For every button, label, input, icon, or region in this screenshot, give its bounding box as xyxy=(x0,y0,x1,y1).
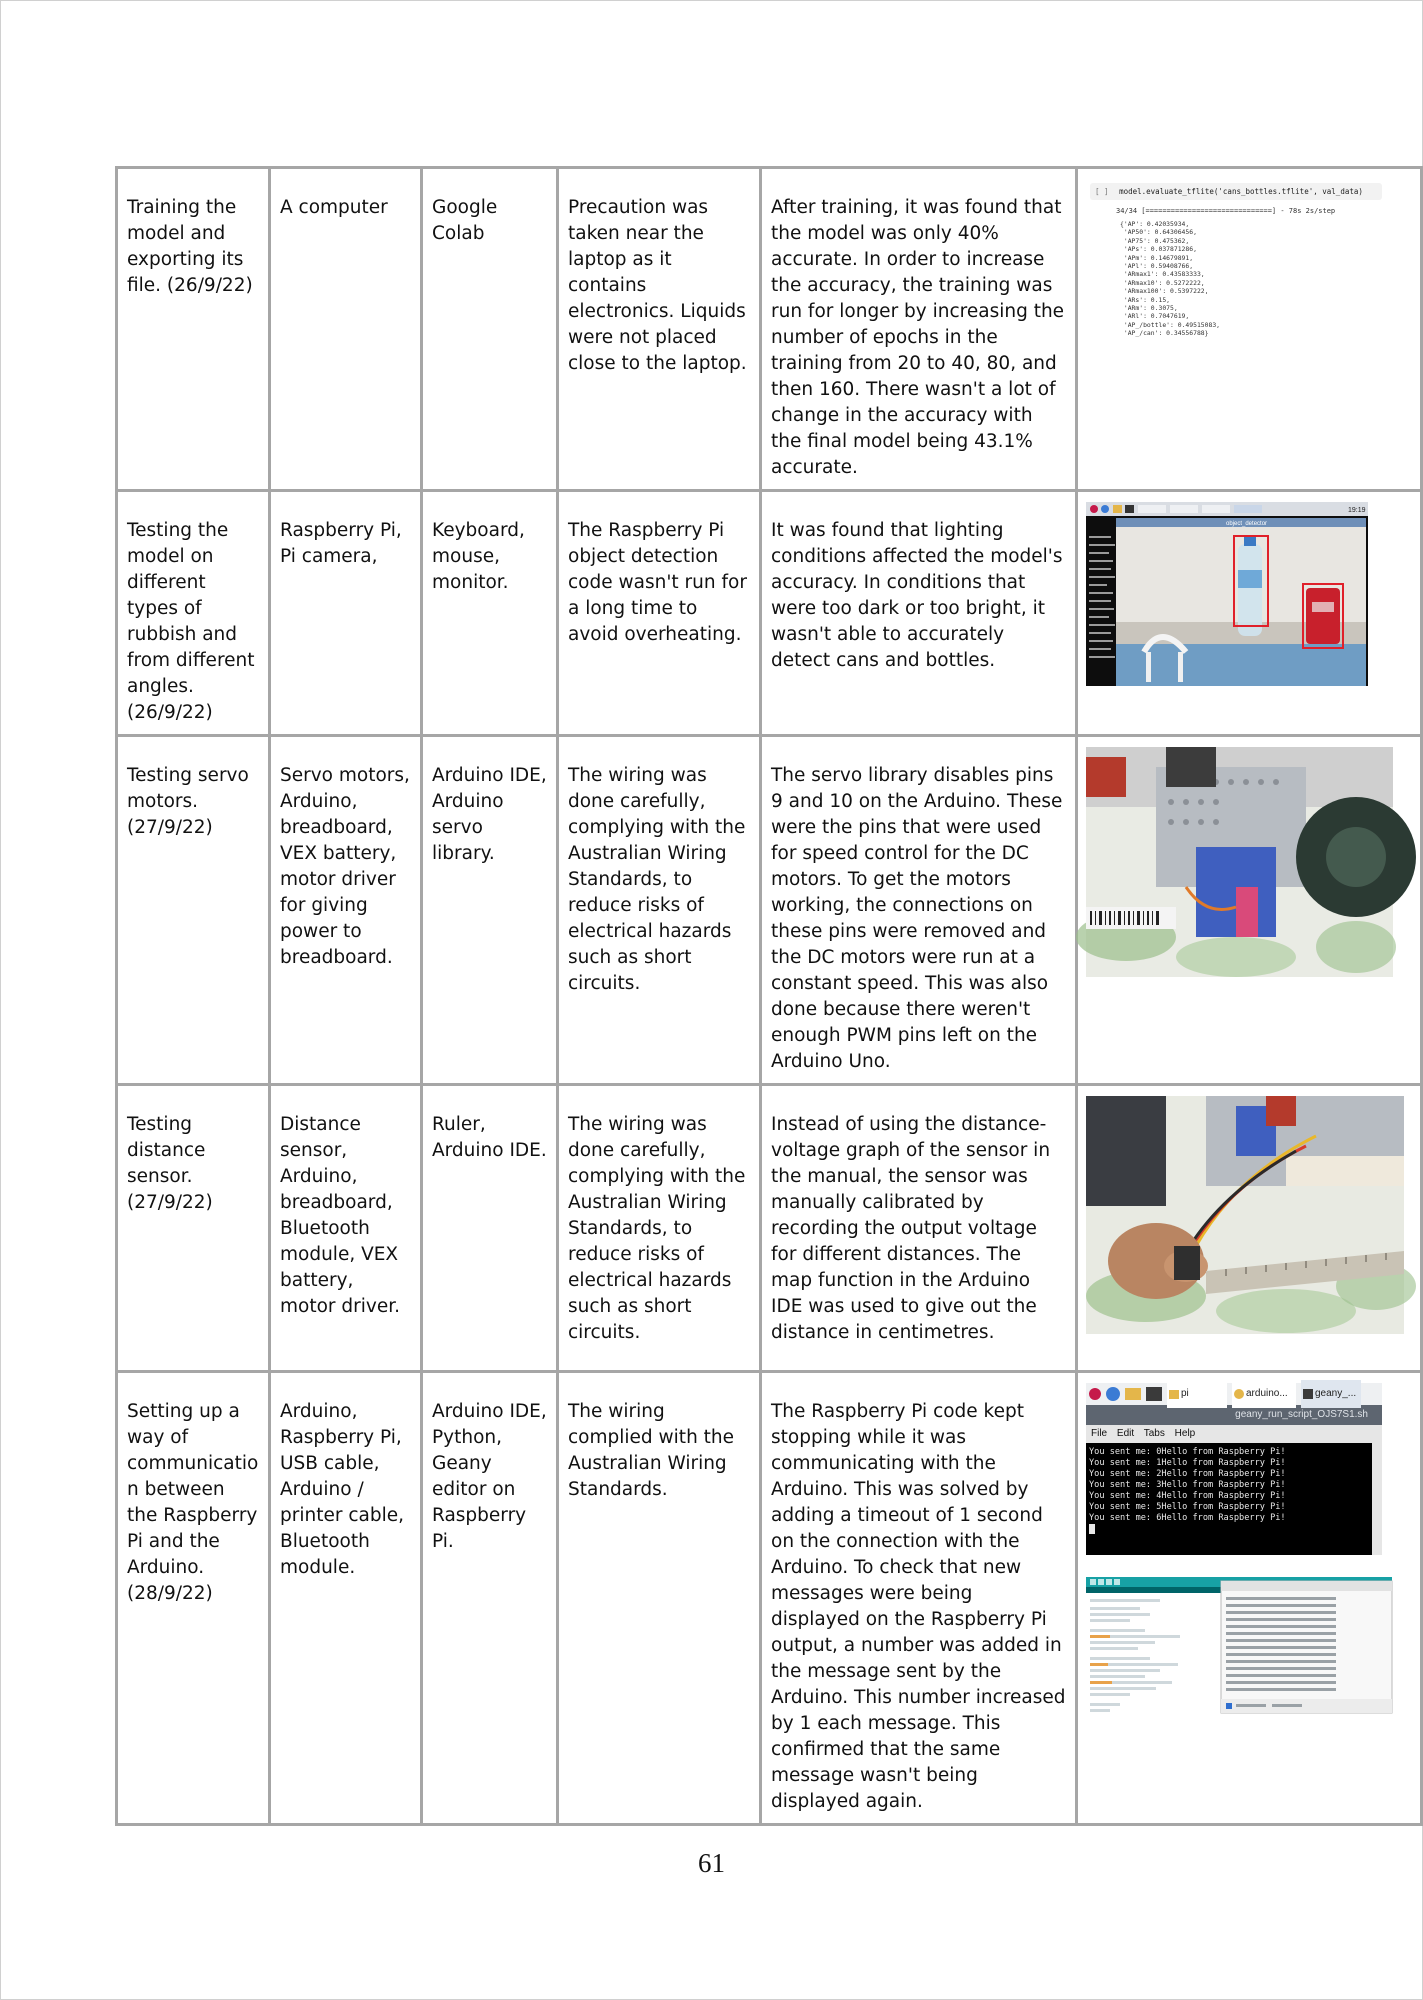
safety-cell: The Raspberry Pi object detection code wasn't run for a long time to avoid overheating. xyxy=(558,491,761,736)
terminal-cursor xyxy=(1089,1524,1095,1534)
software-cell: Ruler, Arduino IDE. xyxy=(422,1085,558,1372)
results-cell: The servo library disables pins 9 and 10 on the Arduino. These were the pins that were used for speed control for the DC motors. To get the motors working, the connections on these pins were removed and the DC motors were run at a constant speed. This was also done because there weren't enough PWM pins left on the Arduino Uno. xyxy=(761,736,1077,1085)
evidence-cell xyxy=(1077,1085,1422,1372)
terminal-line: You sent me: 1Hello from Raspberry Pi! xyxy=(1089,1458,1286,1468)
menu-edit[interactable]: Edit xyxy=(1116,1428,1135,1439)
results-cell: After training, it was found that the model was only 40% accurate. In order to increase the accuracy, the training was run for longer by increasing the number of epochs in the training from 20 to 40, 80, and then 160. There wasn't a lot of change in the accuracy with the final model being 43.1% accurate. xyxy=(761,168,1077,491)
metric-line: {'AP': 0.42035934, xyxy=(1120,220,1190,228)
evidence-cell xyxy=(1077,1372,1422,1825)
metric-line: 'ARmax1': 0.43583333, xyxy=(1120,270,1205,279)
equipment-cell: Distance sensor, Arduino, breadboard, Bluetooth module, VEX battery, motor driver. xyxy=(270,1085,422,1372)
globe-icon xyxy=(1106,1387,1120,1401)
terminal-menubar xyxy=(1086,1425,1382,1443)
equipment-cell: Arduino, Raspberry Pi, USB cable, Arduino / printer cable, Bluetooth module. xyxy=(270,1372,422,1825)
evidence-cell xyxy=(1077,736,1422,1085)
safety-cell: The wiring was done carefully, complying with the Australian Wiring Standards, to reduce risks of electrical hazards such as short circuits. xyxy=(558,1085,761,1372)
metric-line: 'AP_/can': 0.34556788} xyxy=(1120,329,1209,338)
metrics-output xyxy=(1120,220,1386,338)
software-cell: Arduino IDE, Arduino servo library. xyxy=(422,736,558,1085)
object-detection-screenshot xyxy=(1086,502,1368,686)
metric-line: 'AP75': 0.475362, xyxy=(1120,236,1190,245)
terminal-line: You sent me: 6Hello from Raspberry Pi! xyxy=(1089,1513,1286,1523)
menu-help[interactable]: Help xyxy=(1174,1428,1196,1439)
servo-motor-photo xyxy=(1086,747,1393,977)
pi-taskbar xyxy=(1086,1383,1382,1405)
menu-tabs[interactable]: Tabs xyxy=(1143,1428,1165,1439)
page-number: 61 xyxy=(698,1848,725,1878)
metric-line: 'APs': 0.037871286, xyxy=(1120,245,1197,254)
colab-evaluation-screenshot xyxy=(1086,179,1386,338)
activity-cell: Training the model and exporting its file. (26/9/22) xyxy=(117,168,270,491)
results-cell: The Raspberry Pi code kept stopping while it was communicating with the Arduino. This was solved by adding a timeout of 1 second on the connection with the Arduino. To check that new messages were being displayed on the Raspberry Pi output, a number was added in the message sent by the Arduino. This number increased by 1 each message. This confirmed that the same message wasn't being displayed again. xyxy=(761,1372,1077,1825)
taskbar-item-pi[interactable]: pi xyxy=(1167,1380,1227,1408)
terminal-icon xyxy=(1146,1387,1162,1401)
raspberry-pi-terminal-screenshot xyxy=(1086,1383,1382,1555)
metric-line: 'APl': 0.59408766, xyxy=(1120,262,1194,271)
raspberry-icon xyxy=(1090,505,1098,513)
terminal-line: You sent me: 2Hello from Raspberry Pi! xyxy=(1089,1469,1286,1479)
taskbar-item-arduino[interactable]: arduino... xyxy=(1232,1380,1296,1408)
terminal-titlebar: geany_run_script_OJS7S1.sh xyxy=(1086,1405,1382,1425)
safety-cell: Precaution was taken near the laptop as it contains electronics. Liquids were not placed close to the laptop. xyxy=(558,168,761,491)
activity-cell: Setting up a way of communicatio n between the Raspberry Pi and the Arduino. (28/9/22) xyxy=(117,1372,270,1825)
evidence-cell xyxy=(1077,491,1422,736)
folder-icon xyxy=(1125,1388,1141,1400)
safety-cell: The wiring complied with the Australian Wiring Standards. xyxy=(558,1372,761,1825)
activity-cell: Testing servo motors. (27/9/22) xyxy=(117,736,270,1085)
terminal-icon xyxy=(1125,505,1134,513)
menu-file[interactable]: File xyxy=(1091,1428,1108,1439)
code-cell-prompt: [ ] xyxy=(1095,187,1109,196)
metric-line: 'ARs': 0.15, xyxy=(1120,295,1171,304)
code-cell-text: model.evaluate_tflite('cans_bottles.tflite', val_data) xyxy=(1119,187,1363,196)
arduino-ide-screenshot xyxy=(1086,1577,1392,1739)
table-row xyxy=(117,168,1422,491)
taskbar-item-geany[interactable]: geany_... xyxy=(1301,1380,1361,1408)
terminal-line: You sent me: 4Hello from Raspberry Pi! xyxy=(1089,1491,1286,1501)
software-cell: Google Colab xyxy=(422,168,558,491)
globe-icon xyxy=(1101,505,1109,513)
equipment-cell: A computer xyxy=(270,168,422,491)
terminal-line: You sent me: 5Hello from Raspberry Pi! xyxy=(1089,1502,1286,1512)
terminal-output xyxy=(1086,1443,1372,1555)
table-row xyxy=(117,736,1422,1085)
equipment-cell: Raspberry Pi, Pi camera, xyxy=(270,491,422,736)
progress-line: 34/34 [==============================] - 78s 2s/step xyxy=(1116,207,1336,215)
results-cell: Instead of using the distance-voltage graph of the sensor in the manual, the sensor was manually calibrated by recording the output voltage for different distances. The map function in the Arduino IDE was used to give out the distance in centimetres. xyxy=(761,1085,1077,1372)
terminal-line: You sent me: 0Hello from Raspberry Pi! xyxy=(1089,1447,1286,1457)
folder-icon xyxy=(1113,505,1122,513)
table-row xyxy=(117,1372,1422,1825)
detector-window-title: object_detector xyxy=(1226,521,1268,527)
equipment-cell: Servo motors, Arduino, breadboard, VEX battery, motor driver for giving power to breadboard. xyxy=(270,736,422,1085)
metric-line: 'ARm': 0.3075, xyxy=(1120,304,1178,313)
distance-sensor-photo xyxy=(1086,1096,1404,1334)
terminal-line: You sent me: 3Hello from Raspberry Pi! xyxy=(1089,1480,1286,1490)
metric-line: 'APm': 0.14679891, xyxy=(1120,253,1194,262)
taskbar-clock: 19:19 xyxy=(1348,507,1366,514)
evidence-cell xyxy=(1077,168,1422,491)
results-cell: It was found that lighting conditions affected the model's accuracy. In conditions that were too dark or too bright, it wasn't able to accurately detect cans and bottles. xyxy=(761,491,1077,736)
metric-line: 'ARl': 0.7047619, xyxy=(1120,312,1190,321)
testing-log-table xyxy=(115,166,1423,1826)
table-row xyxy=(117,491,1422,736)
activity-cell: Testing distance sensor. (27/9/22) xyxy=(117,1085,270,1372)
metric-line: 'AP50': 0.64306456, xyxy=(1120,228,1197,237)
raspberry-icon xyxy=(1089,1388,1101,1400)
metric-line: 'ARmax10': 0.5272222, xyxy=(1120,278,1205,287)
software-cell: Keyboard, mouse, monitor. xyxy=(422,491,558,736)
table-row xyxy=(117,1085,1422,1372)
activity-cell: Testing the model on different types of rubbish and from different angles. (26/9/22) xyxy=(117,491,270,736)
metric-line: 'AP_/bottle': 0.49515083, xyxy=(1120,320,1221,329)
safety-cell: The wiring was done carefully, complying with the Australian Wiring Standards, to reduce risks of electrical hazards such as short circuits. xyxy=(558,736,761,1085)
software-cell: Arduino IDE, Python, Geany editor on Raspberry Pi. xyxy=(422,1372,558,1825)
metric-line: 'ARmax100': 0.5397222, xyxy=(1120,287,1209,296)
